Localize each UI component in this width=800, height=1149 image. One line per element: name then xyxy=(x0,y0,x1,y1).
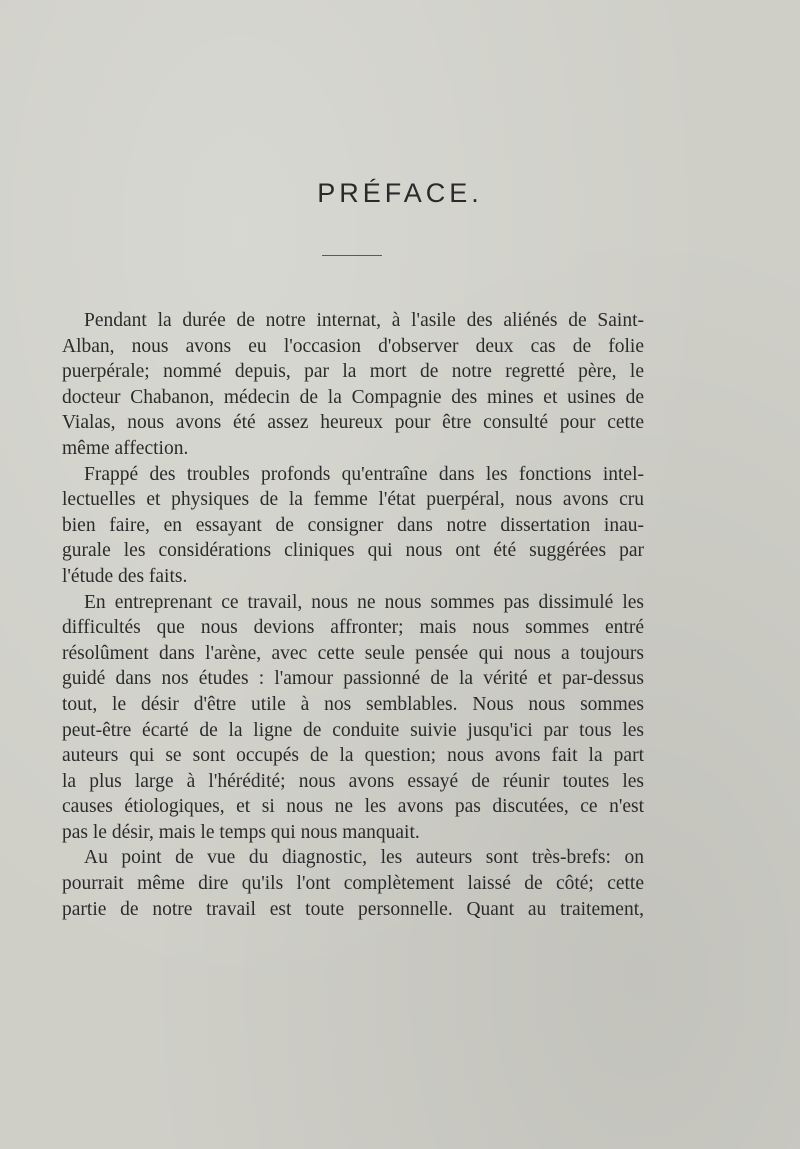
text-line: docteur Chabanon, médecin de la Compagnie des mines et usines de xyxy=(62,386,644,408)
text-line: même affection. xyxy=(62,437,189,459)
text-line: gurale les considérations cliniques qui nous ont été suggérées par xyxy=(62,540,644,562)
preface-body xyxy=(62,308,644,922)
text-line: guidé dans nos études : l'amour passionné de la vérité et par-dessus xyxy=(62,668,644,690)
text-line: peut-être écarté de la ligne de conduite suivie jusqu'ici par tous les xyxy=(62,719,644,741)
text-line: lectuelles et physiques de la femme l'état puerpéral, nous avons cru xyxy=(62,489,644,511)
title-rule xyxy=(322,255,382,256)
text-line: pas le désir, mais le temps qui nous manquait. xyxy=(62,821,420,843)
text-line: tout, le désir d'être utile à nos semblables. Nous nous sommes xyxy=(62,693,644,715)
text-line: auteurs qui se sont occupés de la question; nous avons fait la part xyxy=(62,745,644,767)
text-line: partie de notre travail est toute personnelle. Quant au traitement, xyxy=(62,898,644,920)
text-line: difficultés que nous devions affronter; mais nous sommes entré xyxy=(62,617,644,639)
text-line: l'étude des faits. xyxy=(62,565,188,587)
text-line: causes étiologiques, et si nous ne les avons pas discutées, ce n'est xyxy=(62,796,644,818)
text-line: Pendant la durée de notre internat, à l'asile des aliénés de Saint- xyxy=(84,310,644,331)
text-line: puerpérale; nommé depuis, par la mort de notre regretté père, le xyxy=(62,361,644,383)
text-line: En entreprenant ce travail, nous ne nous sommes pas dissimulé les xyxy=(84,591,644,613)
text-line: bien faire, en essayant de consigner dans notre dissertation inau- xyxy=(62,514,644,536)
text-line: Alban, nous avons eu l'occasion d'observer deux cas de folie xyxy=(62,335,644,357)
text-line: Au point de vue du diagnostic, les auteurs sont très-brefs: on xyxy=(84,847,644,869)
text-line: la plus large à l'hérédité; nous avons essayé de réunir toutes les xyxy=(62,770,644,792)
page-title: PRÉFACE. xyxy=(317,178,483,208)
text-line: pourrait même dire qu'ils l'ont complètement laissé de côté; cette xyxy=(62,873,644,895)
text-line: Vialas, nous avons été assez heureux pour être consulté pour cette xyxy=(62,412,644,434)
text-line: résolûment dans l'arène, avec cette seule pensée qui nous a toujours xyxy=(62,642,644,664)
text-line: Frappé des troubles profonds qu'entraîne dans les fonctions intel- xyxy=(84,463,644,485)
